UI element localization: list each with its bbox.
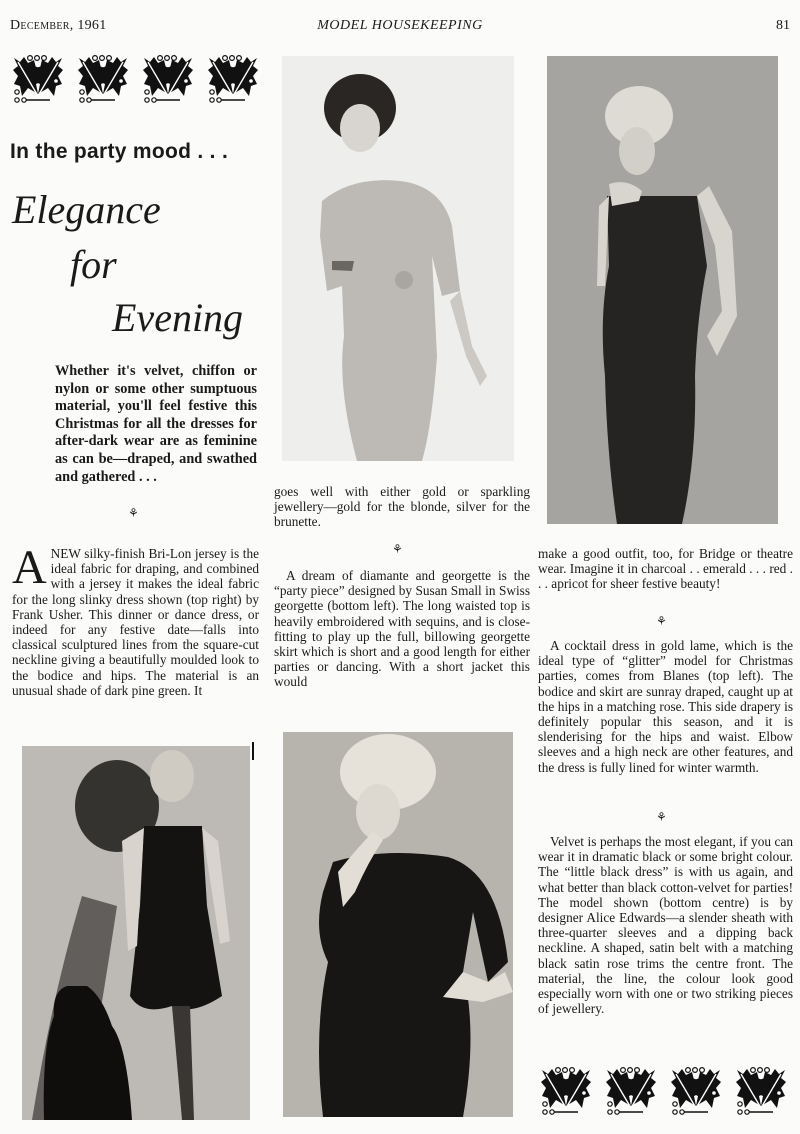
holly-icon xyxy=(605,1066,657,1116)
holly-ornament-row-top xyxy=(12,54,259,104)
photo-sequinned-cocktail-dress xyxy=(22,746,250,1120)
holly-icon xyxy=(540,1066,592,1116)
sprig-ornament-icon: ⚘ xyxy=(392,542,403,556)
drop-cap: A xyxy=(12,541,47,594)
issue-date: December, 1961 xyxy=(10,18,107,33)
holly-icon xyxy=(142,54,194,104)
title-line-2: for xyxy=(70,242,117,287)
column-3-paragraph-2: A cocktail dress in gold lame, which is the ideal type of “glitter” model for Christmas parties, comes from Blanes (top left). The bodice and skirt are sunray draped, caught up at the hips in a matching rose. This side drapery is definitely popular this season, and it is slenderising for the hips and waist. Elbow sleeves and a high neck are other features, and the dress is fully lined for winter warmth. xyxy=(538,638,793,775)
holly-icon xyxy=(207,54,259,104)
photo-gold-lame-dress xyxy=(282,56,514,461)
column-3-continuation: make a good outfit, too, for Bridge or theatre wear. Imagine it in charcoal . . emerald . . . red . . . apricot for sheer festive beauty! xyxy=(538,546,793,592)
column-1-text: NEW silky-finish Bri-Lon jersey is the ideal fabric for draping, and combined with a jersey it makes the ideal fabric for the long slinky dress shown (top right) by Frank Usher. This dinner or dance dress, or indeed for any festive date—falls into classical sculptured lines from the square-cut neckline giving a beautifully moulded look to the bodice and hips. The material is an unusual shade of dark pine green. It xyxy=(12,546,259,698)
title-line-3: Evening xyxy=(112,295,244,340)
title-line-1: Elegance xyxy=(12,187,161,232)
holly-icon xyxy=(12,54,64,104)
holly-ornament-row-bottom xyxy=(540,1066,787,1116)
sprig-ornament-icon: ⚘ xyxy=(128,506,139,520)
intro-paragraph: Whether it's velvet, chiffon or nylon or some other sumptuous material, you'll feel festive this Christmas for all the dresses for after-dark wear are as feminine as can be—draped, and swathed and gathered . . . xyxy=(55,363,257,485)
holly-icon xyxy=(77,54,129,104)
column-2-continuation: goes well with either gold or sparkling jewellery—gold for the blonde, silver for the brunette. xyxy=(274,484,530,530)
holly-icon xyxy=(735,1066,787,1116)
kicker-headline: In the party mood . . . xyxy=(10,140,229,163)
sprig-ornament-icon: ⚘ xyxy=(656,810,667,824)
column-1-body xyxy=(12,541,259,698)
photo-black-velvet-sheath xyxy=(283,732,513,1117)
column-3-paragraph-3: Velvet is perhaps the most elegant, if you can wear it in dramatic black or some bright colour. The “little black dress” is with us again, and what better than black cotton-velvet for parties! The model shown (bottom centre) is by designer Alice Edwards—a slender sheath with three-quarter sleeves and a dipping back neckline. A shaped, satin belt with a matching black satin rose trims the centre front. The material, the line, the colour look good especially worn with one or two striking pieces of jewellery. xyxy=(538,834,793,1017)
page-number: 81 xyxy=(776,18,790,33)
column-2-paragraph: A dream of diamante and georgette is the “party piece” designed by Susan Small in Swiss georgette (bottom left). The long waisted top is heavily embroidered with sequins, and is close-fitting to play up the full, billowing georgette skirt which is short and a good length for either parties or dancing. With a short jacket this would xyxy=(274,568,530,690)
column-rule-mark xyxy=(252,742,254,760)
holly-icon xyxy=(670,1066,722,1116)
magazine-title: MODEL HOUSEKEEPING xyxy=(317,18,483,33)
sprig-ornament-icon: ⚘ xyxy=(656,614,667,628)
photo-dark-sheath-gown xyxy=(547,56,778,524)
